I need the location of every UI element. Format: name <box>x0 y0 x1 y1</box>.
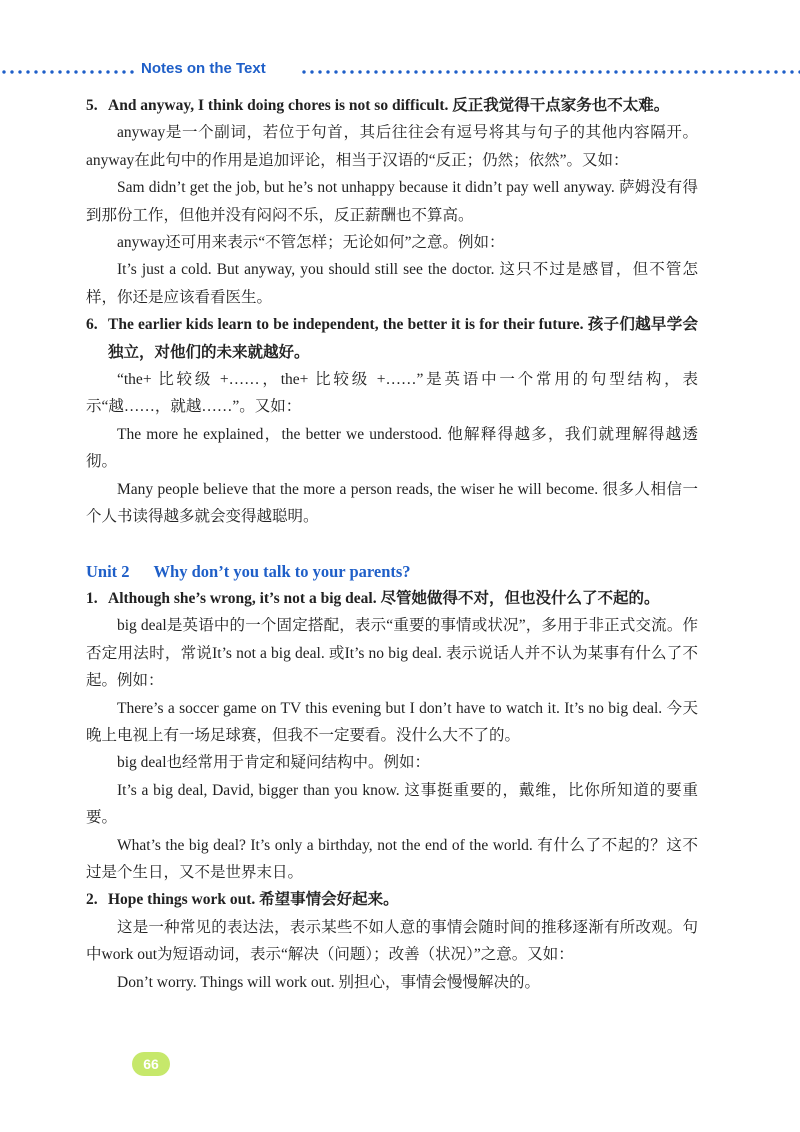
note-heading-text: The earlier kids learn to be independent, the better it is for their future. 孩子们越早学会独立，对他们的未来就越好。 <box>108 316 698 361</box>
note-heading-5 <box>86 92 698 119</box>
note-heading-text: Although she’s wrong, it’s not a big deal. 尽管她做得不对，但也没什么了不起的。 <box>108 589 660 607</box>
page-number: 66 <box>143 1056 159 1072</box>
note-number: 2. <box>86 891 98 909</box>
section-header <box>0 58 800 84</box>
note-paragraph: It’s just a cold. But anyway, you should still see the doctor. 这只不过是感冒，但不管怎样，你还是应该看看医生。 <box>86 261 698 306</box>
note-paragraph: The more he explained，the better we understood. 他解释得越多，我们就理解得越透彻。 <box>86 425 698 471</box>
notes-content <box>86 92 698 996</box>
note-heading-text: And anyway, I think doing chores is not so difficult. 反正我觉得干点家务也不太难。 <box>108 97 670 114</box>
note-heading-2 <box>86 886 698 913</box>
unit-title: Why don’t you talk to your parents? <box>153 561 411 581</box>
dotted-rule-left <box>0 70 138 74</box>
note-paragraph: Many people believe that the more a person reads, the wiser he will become. 很多人相信一个人书读得越多就会变得越聪明。 <box>86 480 698 526</box>
note-paragraph: big deal是英语中的一个固定搭配，表示“重要的事情或状况”，多用于非正式交流。作否定用法时，常说It’s not a big deal. 或It’s no big deal. 表示说话人并不认为某事有什么了不起。例如： <box>86 617 698 690</box>
note-heading-1 <box>86 585 698 612</box>
note-heading-text: Hope things work out. 希望事情会好起来。 <box>108 891 399 909</box>
section-header-title: Notes on the Text <box>141 60 266 77</box>
note-paragraph: It’s a big deal, David, bigger than you know. 这事挺重要的，戴维，比你所知道的要重要。 <box>86 781 698 827</box>
unit-label: Unit 2 <box>86 561 130 581</box>
dotted-rule-right <box>300 70 800 74</box>
note-number: 5. <box>86 97 98 114</box>
note-number: 6. <box>86 316 98 334</box>
note-paragraph: Don’t worry. Things will work out. 别担心，事情会慢慢解决的。 <box>117 973 540 991</box>
note-number: 1. <box>86 589 98 607</box>
unit-heading <box>86 558 698 585</box>
page-number-badge <box>132 1052 170 1076</box>
note-paragraph: There’s a soccer game on TV this evening but I don’t have to watch it. It’s no big deal. 今天晚上电视上有一场足球赛，但我不一定要看。没什么大不了的。 <box>86 699 698 744</box>
note-heading-6 <box>86 311 698 366</box>
note-paragraph: 这是一种常见的表达法，表示某些不如人意的事情会随时间的推移逐渐有所改观。句中work out为短语动词，表示“解决（问题）；改善（状况）”之意。又如： <box>86 918 698 964</box>
note-paragraph: anyway还可用来表示“不管怎样；无论如何”之意。例如： <box>117 234 505 252</box>
note-paragraph: big deal也经常用于肯定和疑问结构中。例如： <box>117 754 430 772</box>
note-paragraph: “the+ 比较级 +……，the+ 比较级 +……”是英语中一个常用的句型结构，表示“越……，就越……”。又如： <box>86 371 698 416</box>
note-paragraph: anyway是一个副词，若位于句首，其后往往会有逗号将其与句子的其他内容隔开。anyway在此句中的作用是追加评论，相当于汉语的“反正；仍然；依然”。又如： <box>86 124 698 169</box>
note-paragraph: What’s the big deal? It’s only a birthday, not the end of the world. 有什么了不起的？这不过是个生日，又不是世界末日。 <box>86 836 698 881</box>
note-paragraph: Sam didn’t get the job, but he’s not unhappy because it didn’t pay well anyway. 萨姆没有得到那份工作，但他并没有闷闷不乐，反正薪酬也不算高。 <box>86 179 698 224</box>
